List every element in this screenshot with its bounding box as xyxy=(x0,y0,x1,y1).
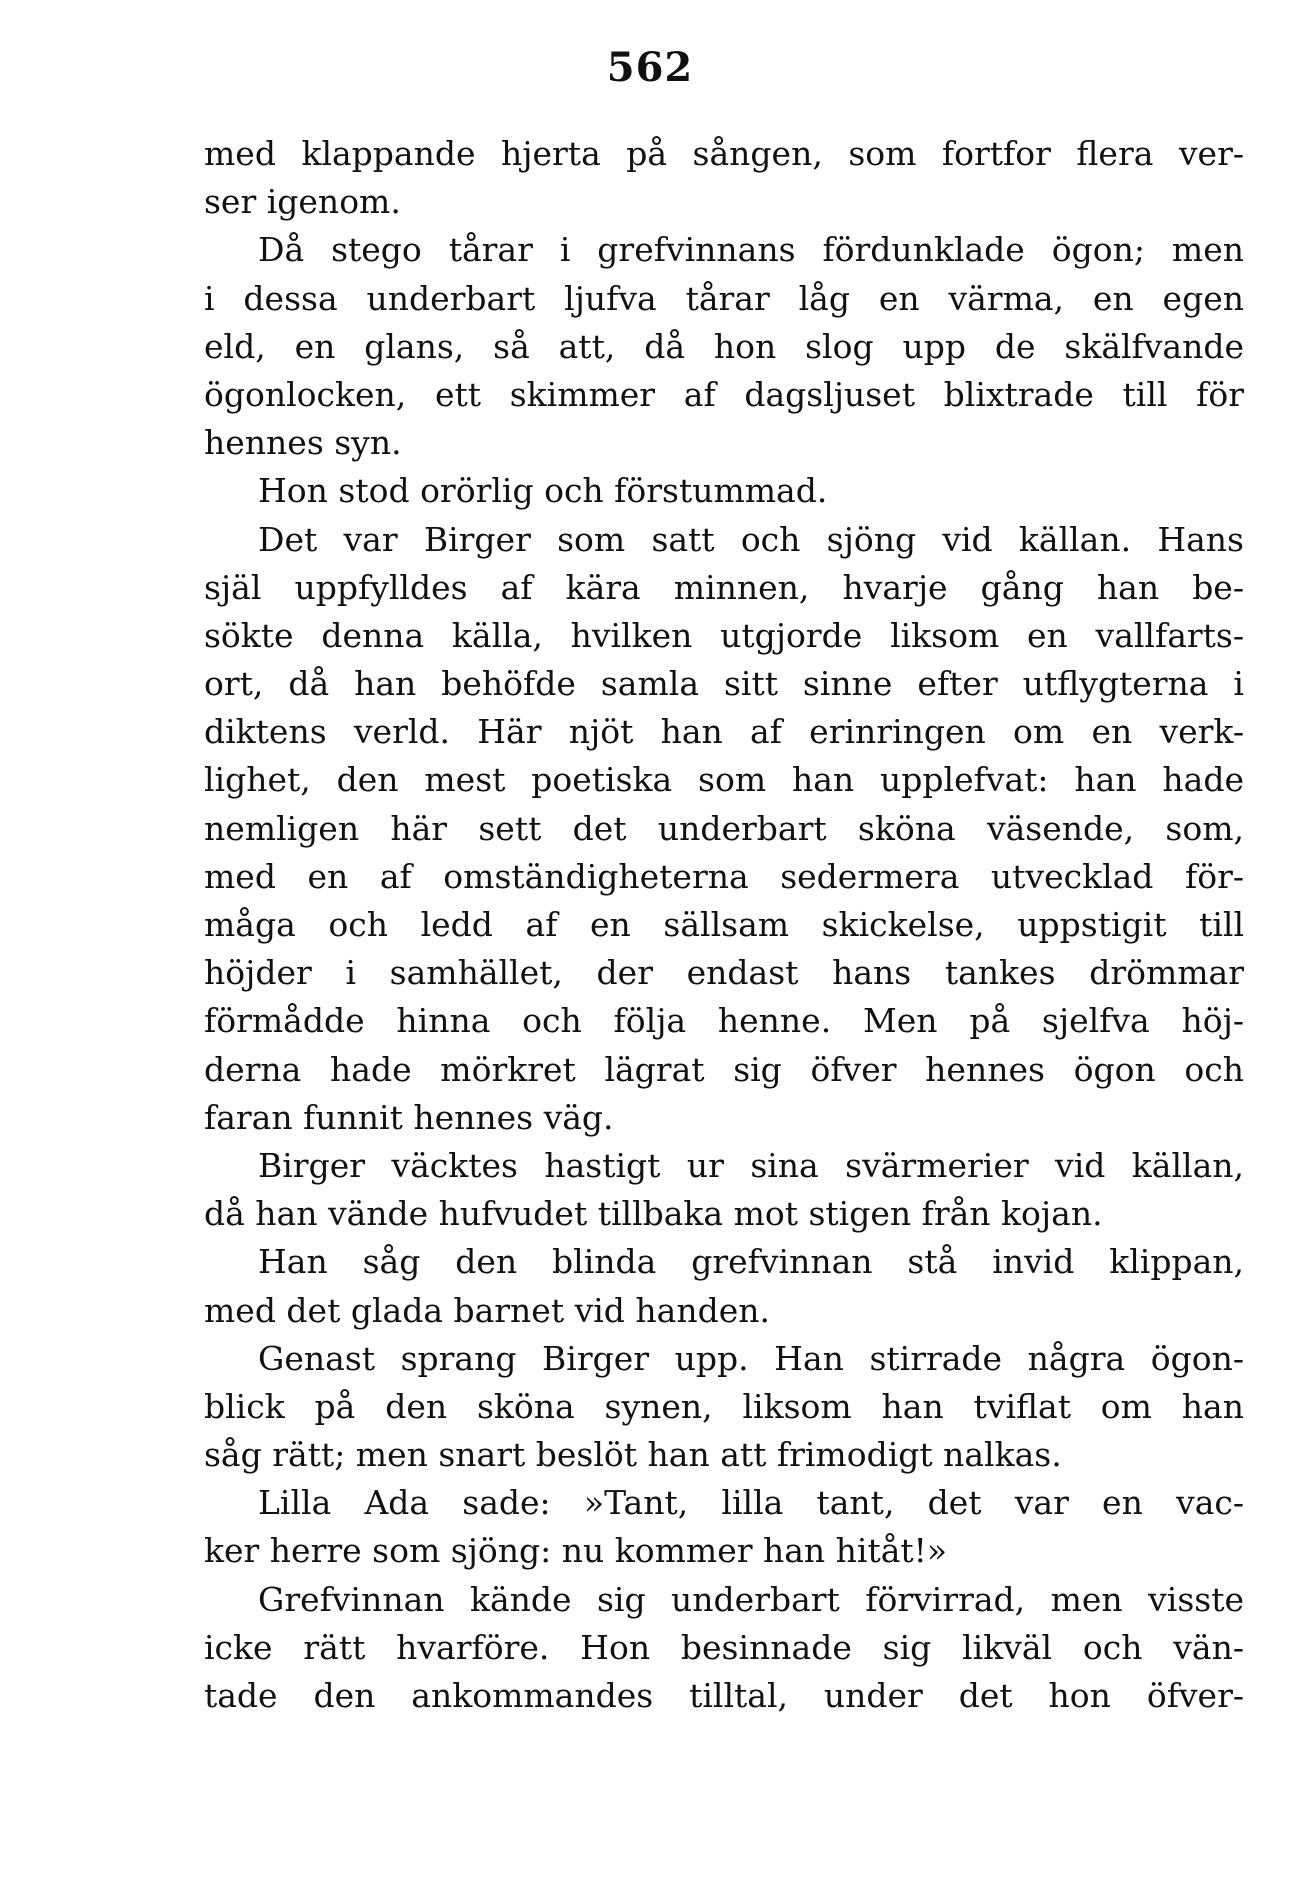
text-line: förmådde hinna och följa henne. Men på sjelfva höj- xyxy=(204,1001,1244,1041)
text-line: derna hade mörkret lägrat sig öfver hennes ögon och xyxy=(204,1049,1244,1089)
text-line: ser igenom. xyxy=(204,182,401,222)
text-line: nemligen här sett det underbart sköna väsende, som, xyxy=(204,808,1244,848)
text-line: icke rätt hvarföre. Hon besinnade sig likväl och vän- xyxy=(204,1627,1244,1667)
text-line: faran funnit hennes väg. xyxy=(204,1097,614,1137)
text-line: ort, då han behöfde samla sitt sinne efter utflygterna i xyxy=(204,664,1244,704)
text-line: ögonlocken, ett skimmer af dagsljuset blixtrade till för xyxy=(204,374,1244,414)
body-text xyxy=(204,130,1244,1720)
text-line: blick på den sköna synen, liksom han tviflat om han xyxy=(204,1386,1244,1426)
text-line: ker herre som sjöng: nu kommer han hitåt!» xyxy=(204,1531,948,1571)
text-line: Han såg den blinda grefvinnan stå invid klippan, xyxy=(258,1242,1244,1282)
text-line: med klappande hjerta på sången, som fortfor flera ver- xyxy=(204,134,1244,173)
page-number: 562 xyxy=(606,44,694,91)
text-line: med det glada barnet vid handen. xyxy=(204,1290,770,1330)
text-line: med en af omständigheterna sedermera utvecklad för- xyxy=(204,856,1244,896)
text-line: måga och ledd af en sällsam skickelse, uppstigit till xyxy=(204,905,1244,944)
text-line: då han vände hufvudet tillbaka mot stigen från kojan. xyxy=(204,1194,1103,1234)
text-line: såg rätt; men snart beslöt han att frimodigt nalkas. xyxy=(204,1435,1062,1475)
text-line: Birger väcktes hastigt ur sina svärmerier vid källan, xyxy=(258,1145,1244,1185)
text-line: själ uppfylldes af kära minnen, hvarje gång han be- xyxy=(204,567,1244,607)
text-line: Då stego tårar i grefvinnans fördunklade ögon; men xyxy=(258,230,1244,270)
text-line: sökte denna källa, hvilken utgjorde liksom en vallfarts- xyxy=(204,615,1244,655)
text-line: Lilla Ada sade: »Tant, lilla tant, det var en vac- xyxy=(258,1483,1244,1523)
text-line: lighet, den mest poetiska som han upplefvat: han hade xyxy=(204,760,1244,800)
text-line: Hon stod orörlig och förstummad. xyxy=(258,471,828,511)
text-line: Det var Birger som satt och sjöng vid källan. Hans xyxy=(258,519,1244,559)
text-line: hennes syn. xyxy=(204,423,402,463)
text-line: tade den ankommandes tilltal, under det hon öfver- xyxy=(204,1676,1244,1715)
text-line: diktens verld. Här njöt han af erinringen om en verk- xyxy=(204,712,1244,752)
text-line: Genast sprang Birger upp. Han stirrade några ögon- xyxy=(258,1338,1244,1378)
text-line: höjder i samhället, der endast hans tankes drömmar xyxy=(204,953,1244,993)
text-line: i dessa underbart ljufva tårar låg en värma, en egen xyxy=(204,278,1244,318)
text-line: eld, en glans, så att, då hon slog upp de skälfvande xyxy=(204,326,1244,366)
text-line: Grefvinnan kände sig underbart förvirrad, men visste xyxy=(258,1579,1244,1619)
